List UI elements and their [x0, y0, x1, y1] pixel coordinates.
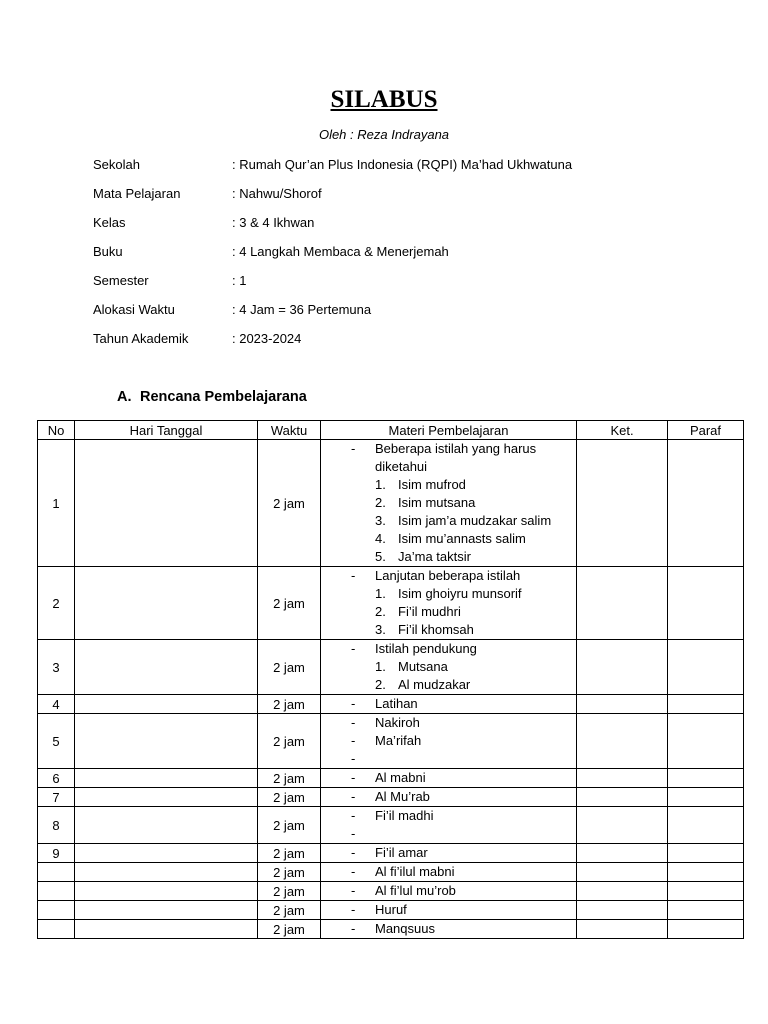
row-paraf [668, 695, 744, 714]
materi-text: diketahui [375, 459, 428, 474]
row-ket [577, 567, 668, 640]
table-row [38, 863, 744, 882]
info-value: : Nahwu/Shorof [232, 186, 322, 201]
list-number: 3. [375, 622, 386, 637]
table-row [38, 901, 744, 920]
lesson-plan-table [37, 420, 744, 939]
materi-text: Isim jam’a mudzakar salim [398, 513, 552, 528]
materi-text: Manqsuus [375, 921, 435, 936]
materi-line [321, 676, 576, 694]
row-number: 8 [38, 807, 75, 844]
table-row [38, 807, 744, 844]
row-materi [321, 882, 577, 901]
table-body [38, 440, 744, 939]
materi-line [321, 863, 576, 881]
info-label: Semester [93, 273, 149, 288]
row-number [38, 920, 75, 939]
table-row [38, 640, 744, 695]
bullet-dash: - [351, 826, 356, 841]
info-value: : 1 [232, 273, 247, 288]
header-waktu: Waktu [258, 421, 321, 440]
row-ket [577, 882, 668, 901]
row-hari-tanggal [75, 901, 258, 920]
list-number: 5. [375, 549, 386, 564]
bullet-dash: - [351, 733, 356, 748]
table-row [38, 920, 744, 939]
row-ket [577, 640, 668, 695]
materi-text: Mutsana [398, 659, 448, 674]
row-materi [321, 901, 577, 920]
materi-line [321, 750, 576, 768]
row-materi [321, 807, 577, 844]
materi-text: Latihan [375, 696, 418, 711]
row-number [38, 863, 75, 882]
row-materi [321, 844, 577, 863]
row-number: 3 [38, 640, 75, 695]
info-value: : 3 & 4 Ikhwan [232, 215, 315, 230]
row-paraf [668, 640, 744, 695]
materi-line [321, 548, 576, 566]
info-label: Buku [93, 244, 123, 259]
row-hari-tanggal [75, 440, 258, 567]
materi-text: Ja’ma taktsir [398, 549, 471, 564]
section-title: Rencana Pembelajarana [140, 389, 307, 405]
bullet-dash: - [351, 641, 356, 656]
materi-line [321, 512, 576, 530]
list-number: 2. [375, 495, 386, 510]
materi-line [321, 640, 576, 658]
materi-line [321, 901, 576, 919]
row-number: 5 [38, 714, 75, 769]
row-number: 2 [38, 567, 75, 640]
materi-text: Isim mu’annasts salim [398, 531, 526, 546]
row-materi [321, 769, 577, 788]
row-ket [577, 714, 668, 769]
materi-line [321, 844, 576, 862]
row-paraf [668, 882, 744, 901]
materi-text: Isim mufrod [398, 477, 466, 492]
materi-line [321, 695, 576, 713]
materi-line [321, 920, 576, 938]
materi-line [321, 658, 576, 676]
row-waktu: 2 jam [258, 640, 321, 695]
list-number: 1. [375, 477, 386, 492]
row-materi [321, 714, 577, 769]
list-number: 2. [375, 677, 386, 692]
table-row [38, 769, 744, 788]
info-label: Sekolah [93, 157, 140, 172]
row-paraf [668, 788, 744, 807]
row-hari-tanggal [75, 695, 258, 714]
materi-text: Lanjutan beberapa istilah [375, 568, 521, 583]
row-ket [577, 788, 668, 807]
row-hari-tanggal [75, 567, 258, 640]
row-ket [577, 769, 668, 788]
row-waktu: 2 jam [258, 714, 321, 769]
author-line: Oleh : Reza Indrayana [318, 127, 450, 142]
section-number: A. [117, 389, 132, 405]
row-ket [577, 901, 668, 920]
row-paraf [668, 440, 744, 567]
table-row [38, 440, 744, 567]
materi-text: Isim ghoiyru munsorif [398, 586, 522, 601]
table-header-row [38, 421, 744, 440]
row-hari-tanggal [75, 640, 258, 695]
bullet-dash: - [351, 808, 356, 823]
row-number: 7 [38, 788, 75, 807]
table-row [38, 844, 744, 863]
materi-text: Fi’il khomsah [398, 622, 474, 637]
row-materi [321, 695, 577, 714]
materi-line [321, 494, 576, 512]
row-hari-tanggal [75, 769, 258, 788]
materi-text: Ma’rifah [375, 733, 422, 748]
row-paraf [668, 714, 744, 769]
info-value: : 4 Langkah Membaca & Menerjemah [232, 244, 449, 259]
table-row [38, 567, 744, 640]
materi-line [321, 621, 576, 639]
bullet-dash: - [351, 845, 356, 860]
row-paraf [668, 567, 744, 640]
materi-line [321, 476, 576, 494]
info-value: : Rumah Qur’an Plus Indonesia (RQPI) Ma’had Ukhwatuna [232, 157, 573, 172]
row-number: 4 [38, 695, 75, 714]
materi-line [321, 769, 576, 787]
bullet-dash: - [351, 441, 356, 456]
materi-line [321, 458, 576, 476]
list-number: 3. [375, 513, 386, 528]
row-paraf [668, 769, 744, 788]
list-number: 2. [375, 604, 386, 619]
row-ket [577, 920, 668, 939]
bullet-dash: - [351, 883, 356, 898]
bullet-dash: - [351, 715, 356, 730]
row-ket [577, 844, 668, 863]
header-paraf: Paraf [668, 421, 744, 440]
info-label: Mata Pelajaran [93, 186, 181, 201]
materi-line [321, 530, 576, 548]
materi-line [321, 807, 576, 825]
row-waktu: 2 jam [258, 567, 321, 640]
header-materi: Materi Pembelajaran [321, 421, 577, 440]
row-waktu: 2 jam [258, 844, 321, 863]
header-ket: Ket. [577, 421, 668, 440]
materi-line [321, 825, 576, 843]
bullet-dash: - [351, 696, 356, 711]
row-hari-tanggal [75, 863, 258, 882]
row-waktu: 2 jam [258, 788, 321, 807]
materi-line [321, 714, 576, 732]
row-waktu: 2 jam [258, 807, 321, 844]
materi-text: Fi’il mudhri [398, 604, 461, 619]
materi-line [321, 788, 576, 806]
row-hari-tanggal [75, 807, 258, 844]
bullet-dash: - [351, 789, 356, 804]
row-hari-tanggal [75, 920, 258, 939]
table-row [38, 695, 744, 714]
row-materi [321, 788, 577, 807]
row-materi [321, 567, 577, 640]
materi-text: Huruf [375, 902, 407, 917]
bullet-dash: - [351, 864, 356, 879]
table-row [38, 714, 744, 769]
row-waktu: 2 jam [258, 695, 321, 714]
row-hari-tanggal [75, 788, 258, 807]
materi-text: Isim mutsana [398, 495, 476, 510]
row-materi [321, 440, 577, 567]
row-paraf [668, 863, 744, 882]
header-hari-tanggal: Hari Tanggal [75, 421, 258, 440]
row-ket [577, 695, 668, 714]
row-hari-tanggal [75, 714, 258, 769]
row-waktu: 2 jam [258, 863, 321, 882]
row-materi [321, 920, 577, 939]
materi-text: Beberapa istilah yang harus [375, 441, 537, 456]
row-materi [321, 640, 577, 695]
materi-line [321, 882, 576, 900]
row-ket [577, 807, 668, 844]
row-paraf [668, 807, 744, 844]
row-paraf [668, 920, 744, 939]
row-number: 1 [38, 440, 75, 567]
materi-text: Istilah pendukung [375, 641, 477, 656]
list-number: 4. [375, 531, 386, 546]
row-number [38, 901, 75, 920]
row-number: 9 [38, 844, 75, 863]
materi-text: Fi’il madhi [375, 808, 434, 823]
list-number: 1. [375, 586, 386, 601]
info-label: Tahun Akademik [93, 331, 189, 346]
materi-line [321, 440, 576, 458]
table-row [38, 788, 744, 807]
row-hari-tanggal [75, 882, 258, 901]
row-waktu: 2 jam [258, 440, 321, 567]
materi-line [321, 603, 576, 621]
materi-text: Al Mu’rab [375, 789, 430, 804]
row-waktu: 2 jam [258, 920, 321, 939]
materi-line [321, 585, 576, 603]
row-waktu: 2 jam [258, 882, 321, 901]
materi-text: Al mudzakar [398, 677, 471, 692]
bullet-dash: - [351, 751, 356, 766]
materi-text: Al mabni [375, 770, 426, 785]
row-ket [577, 440, 668, 567]
bullet-dash: - [351, 921, 356, 936]
row-waktu: 2 jam [258, 769, 321, 788]
info-label: Alokasi Waktu [93, 302, 175, 317]
materi-text: Al fi’lul mu’rob [375, 883, 456, 898]
info-label: Kelas [93, 215, 126, 230]
row-paraf [668, 901, 744, 920]
row-materi [321, 863, 577, 882]
section-heading [117, 389, 307, 405]
bullet-dash: - [351, 770, 356, 785]
row-waktu: 2 jam [258, 901, 321, 920]
info-value: : 4 Jam = 36 Pertemuna [232, 302, 372, 317]
materi-line [321, 567, 576, 585]
row-hari-tanggal [75, 844, 258, 863]
header-no: No [38, 421, 75, 440]
row-number: 6 [38, 769, 75, 788]
materi-line [321, 732, 576, 750]
row-ket [577, 863, 668, 882]
info-value: : 2023-2024 [232, 331, 302, 346]
materi-text: Fi’il amar [375, 845, 428, 860]
materi-text: Al fi’ilul mabni [375, 864, 455, 879]
row-number [38, 882, 75, 901]
row-paraf [668, 844, 744, 863]
table-row [38, 882, 744, 901]
document-title: SILABUS [330, 86, 438, 113]
bullet-dash: - [351, 902, 356, 917]
list-number: 1. [375, 659, 386, 674]
bullet-dash: - [351, 568, 356, 583]
materi-text: Nakiroh [375, 715, 420, 730]
